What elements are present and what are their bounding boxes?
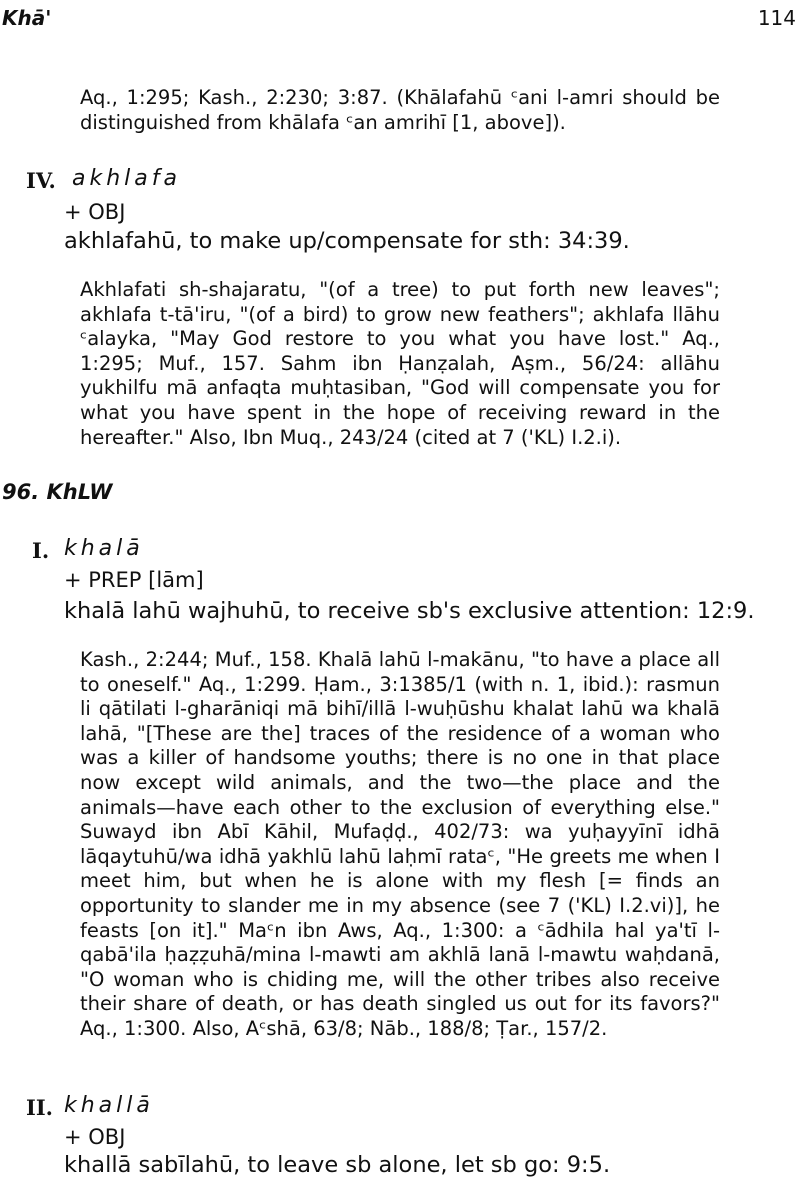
top-note: Aq., 1:295; Kash., 2:230; 3:87. (Khālafahū ᶜani l-amri should be distinguished from khālafa ᶜan amrihī [1, above]). bbox=[80, 86, 720, 134]
stem-ii-form: khallā bbox=[64, 1093, 154, 1118]
root-heading: 96. KhLW bbox=[2, 480, 113, 504]
stem-ii-gloss: khallā sabīlahū, to leave sb alone, let sb go: 9:5. bbox=[64, 1152, 611, 1178]
stem-iv-numeral: IV. bbox=[26, 168, 56, 193]
stem-i-numeral: I. bbox=[32, 538, 50, 563]
stem-iv-form: akhlafa bbox=[72, 166, 181, 191]
stem-iv-construction: + OBJ bbox=[64, 200, 126, 224]
stem-ii-numeral: II. bbox=[26, 1095, 53, 1120]
stem-i-note: Kash., 2:244; Muf., 158. Khalā lahū l-makānu, "to have a place all to oneself." Aq., 1:299. Ḥam., 3:1385/1 (with n. 1, ibid.): rasmun li qātilati l-gharāniqi mā bihī/illā l-wuḥūshu khalat lahū wa khalā lahā, "[These are the] traces of the residence of a woman who was a killer of handsome youths; there is no one in that place now except wild animals, and the two—the place and the animals—have each other to the exclusion of everything else." Suwayd ibn Abī Kāhil, Mufaḍḍ., 402/73: wa yuḥayyīnī idhā lāqaytuhū/wa idhā yakhlū lahū laḥmī rataᶜ, "He greets me when I meet him, but when he is alone with my flesh [= finds an opportunity to slander me in my absence (see 7 ('KL) I.2.vi)], he feasts [on it]." Maᶜn ibn Aws, Aq., 1:300: a ᶜādhila hal ya'tī l-qabā'ila ḥaẓẓuhā/mina l-mawti am akhlā lanā l-mawtu waḥdanā, "O woman who is chiding me, will the other tribes also receive their share of death, or has death singled us out for its favors?" Aq., 1:300. Also, Aᶜshā, 63/8; Nāb., 188/8; Ṭar., 157/2. bbox=[80, 648, 720, 1040]
stem-iv-gloss: akhlafahū, to make up/compensate for sth: 34:39. bbox=[64, 228, 630, 254]
stem-ii-construction: + OBJ bbox=[64, 1125, 126, 1149]
stem-i-form: khalā bbox=[64, 536, 144, 561]
stem-iv-note: Akhlafati sh-shajaratu, "(of a tree) to put forth new leaves"; akhlafa t-tā'iru, "(of a bird) to grow new feathers"; akhlafa llāhu ᶜalayka, "May God restore to you what you have lost." Aq., 1:295; Muf., 157. Sahm ibn Ḥanẓalah, Aṣm., 56/24: allāhu yukhilfu mā anfaqta muḥtasiban, "God will compensate you for what you have spent in the hope of receiving reward in the hereafter." Also, Ibn Muq., 243/24 (cited at 7 ('KL) I.2.i). bbox=[80, 278, 720, 449]
page-number: 114 bbox=[757, 6, 796, 30]
running-head: Khā' bbox=[2, 6, 52, 30]
stem-i-gloss: khalā lahū wajhuhū, to receive sb's exclusive attention: 12:9. bbox=[64, 598, 755, 624]
stem-i-construction: + PREP [lām] bbox=[64, 568, 204, 592]
